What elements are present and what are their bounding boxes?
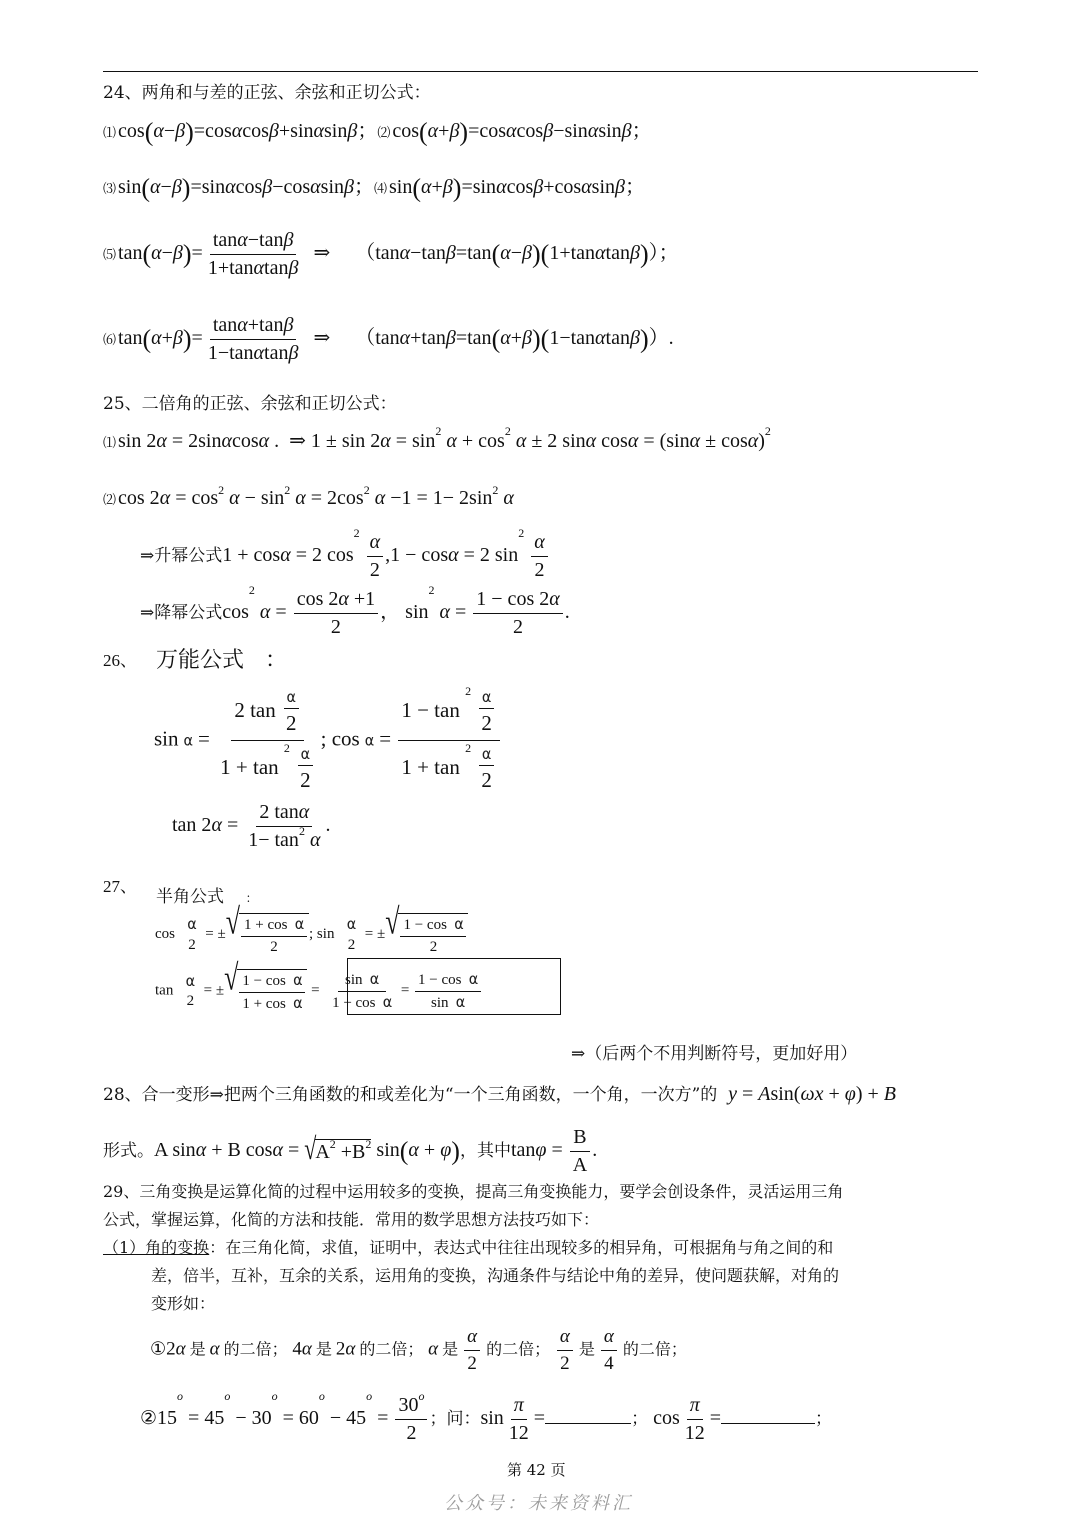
- formula-25-2: ⑵ $\cos 2\alpha = \cos^2 \alpha - \sin^2 \alpha = 2\cos^2$ $\alpha -1 = 1- 2\sin^2$ α: [103, 483, 514, 509]
- s29-line1: 29、三角变换是运算化简的过程中运用较多的变换，提高三角变换能力，要学会创设条件，灵活运用三角: [103, 1182, 844, 1201]
- s27-title: [156, 882, 258, 907]
- circle-1: ①: [150, 1338, 167, 1359]
- index-6: ⑹: [103, 332, 117, 348]
- s29-p1-line2: 差，倍半，互补，互余的关系，运用角的变换，沟通条件与结论中角的差异，使问题获解，对角的: [151, 1266, 840, 1285]
- s25-heading: 25、二倍角的正弦、余弦和正切公式：: [103, 394, 397, 414]
- formula-power-down: ⇒降幂公式$\cos^2 \alpha$ = $\frac{\cos 2\alpha +1}{2}$ ， $\sin^2 \alpha$ = $\frac{1 - \cos 2\alpha}{2}$ .: [140, 583, 570, 638]
- s28-line2: 形式。A sinα + B cosα = √ $A^2 +B^2$ sin(α + φ)，其中tanφ = $\frac{B}{A}$ .: [103, 1126, 598, 1176]
- s29-p1: [103, 1234, 833, 1262]
- answer-blank-sin[interactable]: [545, 1405, 631, 1424]
- index-2: ⑵: [103, 492, 117, 507]
- s26-title-text: 万能公式: [156, 648, 245, 673]
- open-paren: （: [355, 327, 376, 350]
- index-3: ⑶: [103, 181, 117, 196]
- index-4: ⑷: [373, 181, 387, 196]
- formula-25-1: ⑴ sin 2α = 2sinαcosα . ⇒ $1 \pm \sin 2\alpha = \sin^2 \alpha + \cos^2 \alpha \pm 2$ sinα $\cos\alpha = (\sin\alpha \pm \cos\alpha)^2$: [103, 424, 771, 452]
- s29-example-2: $②15^o = 45^o - 30^o = 60^o - 45^o$ = $\frac{30^o}{2}$ ；问：sin $\frac{\pi}{12}$ = ； cos $\frac{\pi}{12}$ = ；: [140, 1389, 833, 1444]
- formula-5: ⑸ tan(α−β)= $\frac{\tan\alpha-\tan\beta}{1+\tan\alpha\tan\beta}$ ⇒ （tanα−tanβ=tan(α−β)(1+tanαtanβ)）；: [103, 229, 679, 279]
- close-paren: ）；: [648, 242, 679, 265]
- s26-number: 26、: [103, 651, 137, 670]
- formula-half-cos-sin: cos α 2 = ± √ $\frac{\text{1 + cos α}}{2}$ ; sin α 2 = ± √ $\frac{\text{1 − cos α}}{2}$: [155, 913, 468, 957]
- s28-mid: ，其中: [459, 1141, 511, 1161]
- s27-colon: ：: [245, 891, 258, 905]
- index-1: ⑴: [103, 435, 117, 450]
- formula-universal: sin α = 2 tan $\frac{\alpha}{2}$ 1 + tan $^2$ $\frac{\alpha}{2}$ ; cos α = 1 − tan $^2$ $\frac{\alpha}{2}$ 1 + tan $^2$ $\frac{\alpha}{2}$: [154, 688, 502, 793]
- s29-example-1: ①2α 是 α 的二倍； 4α 是 2α 的二倍； α 是 $\frac{\alpha}{2}$ 的二倍； $\frac{\alpha}{2}$ 是 $\frac{\alpha}{4}$ 的二倍；: [150, 1326, 687, 1374]
- arrow: ⇒: [313, 327, 331, 350]
- s29-p1-label: （1）角的变换: [103, 1238, 210, 1257]
- power-down-label: ⇒降幂公式: [140, 603, 223, 623]
- index-2: ⑵: [377, 125, 391, 140]
- watermark: 公众号：未来资料汇: [444, 1493, 633, 1514]
- top-rule: [103, 71, 978, 72]
- end: ；: [631, 120, 652, 142]
- circle-2: ②: [140, 1408, 158, 1430]
- index-1: ⑴: [103, 125, 117, 140]
- formula-tan2a: tan 2α = $\frac{2 \tan\alpha}{1- \tan^2 \alpha}$ .: [172, 801, 331, 851]
- formula-half-tan: tan α 2 = ± √ $\frac{\text{1 − cos α}}{\text{1 + cos α}}$ = $\frac{\text{sin α}}{\text{1 + cos α}}$ = $\frac{\text{1 − cos α}}{\text{sin α}}$: [155, 969, 483, 1014]
- formula-3-4: ⑶ sin(α−β)=sinαcosβ−cosαsinβ；⑷ sin(α+β)=sinαcosβ+cosαsinβ；: [103, 173, 645, 203]
- s29-p1-line3: 变形如：: [151, 1294, 216, 1313]
- formula-power-up: ⇒升幂公式1 + cosα = 2 $\cos^2$ $\frac{\alpha}{2}$ ,1 − cosα = 2 $\sin^2$ $\frac{\alpha}{2}$: [140, 530, 550, 583]
- s27-note: ⇒（后两个不用判断符号，更加好用）: [571, 1044, 858, 1064]
- index-5: ⑸: [103, 247, 117, 263]
- s28-line1: 28、合一变形⇒把两个三角函数的和或差化为“一个三角函数，一个角，一次方”的 y = Asin(ωx + φ) + B: [103, 1083, 896, 1105]
- arrow: ⇒: [313, 242, 331, 265]
- s29-line2: 公式，掌握运算，化简的方法和技能．常用的数学思想方法技巧如下：: [103, 1210, 600, 1229]
- s26-title: [156, 643, 287, 674]
- s28-line1-text: 28、合一变形⇒把两个三角函数的和或差化为“一个三角函数，一个角，一次方”的: [103, 1085, 718, 1105]
- s24-heading: 24、两角和与差的正弦、余弦和正切公式：: [103, 83, 431, 103]
- power-up-label: ⇒升幂公式: [140, 546, 223, 566]
- formula-1-2: ⑴ cos(α−β)=cosαcosβ+sinαsinβ；⑵ cos(α+β)=cosαcosβ−sinαsinβ；: [103, 117, 652, 147]
- page-number: 第 42 页: [507, 1461, 566, 1479]
- s29-p1-text: ：在三角化简，求值，证明中，表达式中往往出现较多的相异角，可根据角与角之间的和: [209, 1238, 834, 1257]
- s27-number: 27、: [103, 877, 137, 896]
- answer-blank-cos[interactable]: [721, 1405, 815, 1424]
- s26-colon: ：: [265, 648, 288, 673]
- open-paren: （: [355, 242, 376, 265]
- end: ；: [624, 176, 645, 198]
- s27-title-text: 半角公式: [156, 887, 224, 907]
- sep: ；: [353, 176, 374, 198]
- close-paren: ）.: [648, 327, 674, 350]
- s28-prefix: 形式。: [103, 1141, 154, 1161]
- formula-6: ⑹ tan(α+β)= $\frac{\tan\alpha+\tan\beta}{1-\tan\alpha\tan\beta}$ ⇒ （tanα+tanβ=tan(α+β)(1−tanαtanβ)）.: [103, 314, 674, 364]
- sep: ；: [357, 120, 378, 142]
